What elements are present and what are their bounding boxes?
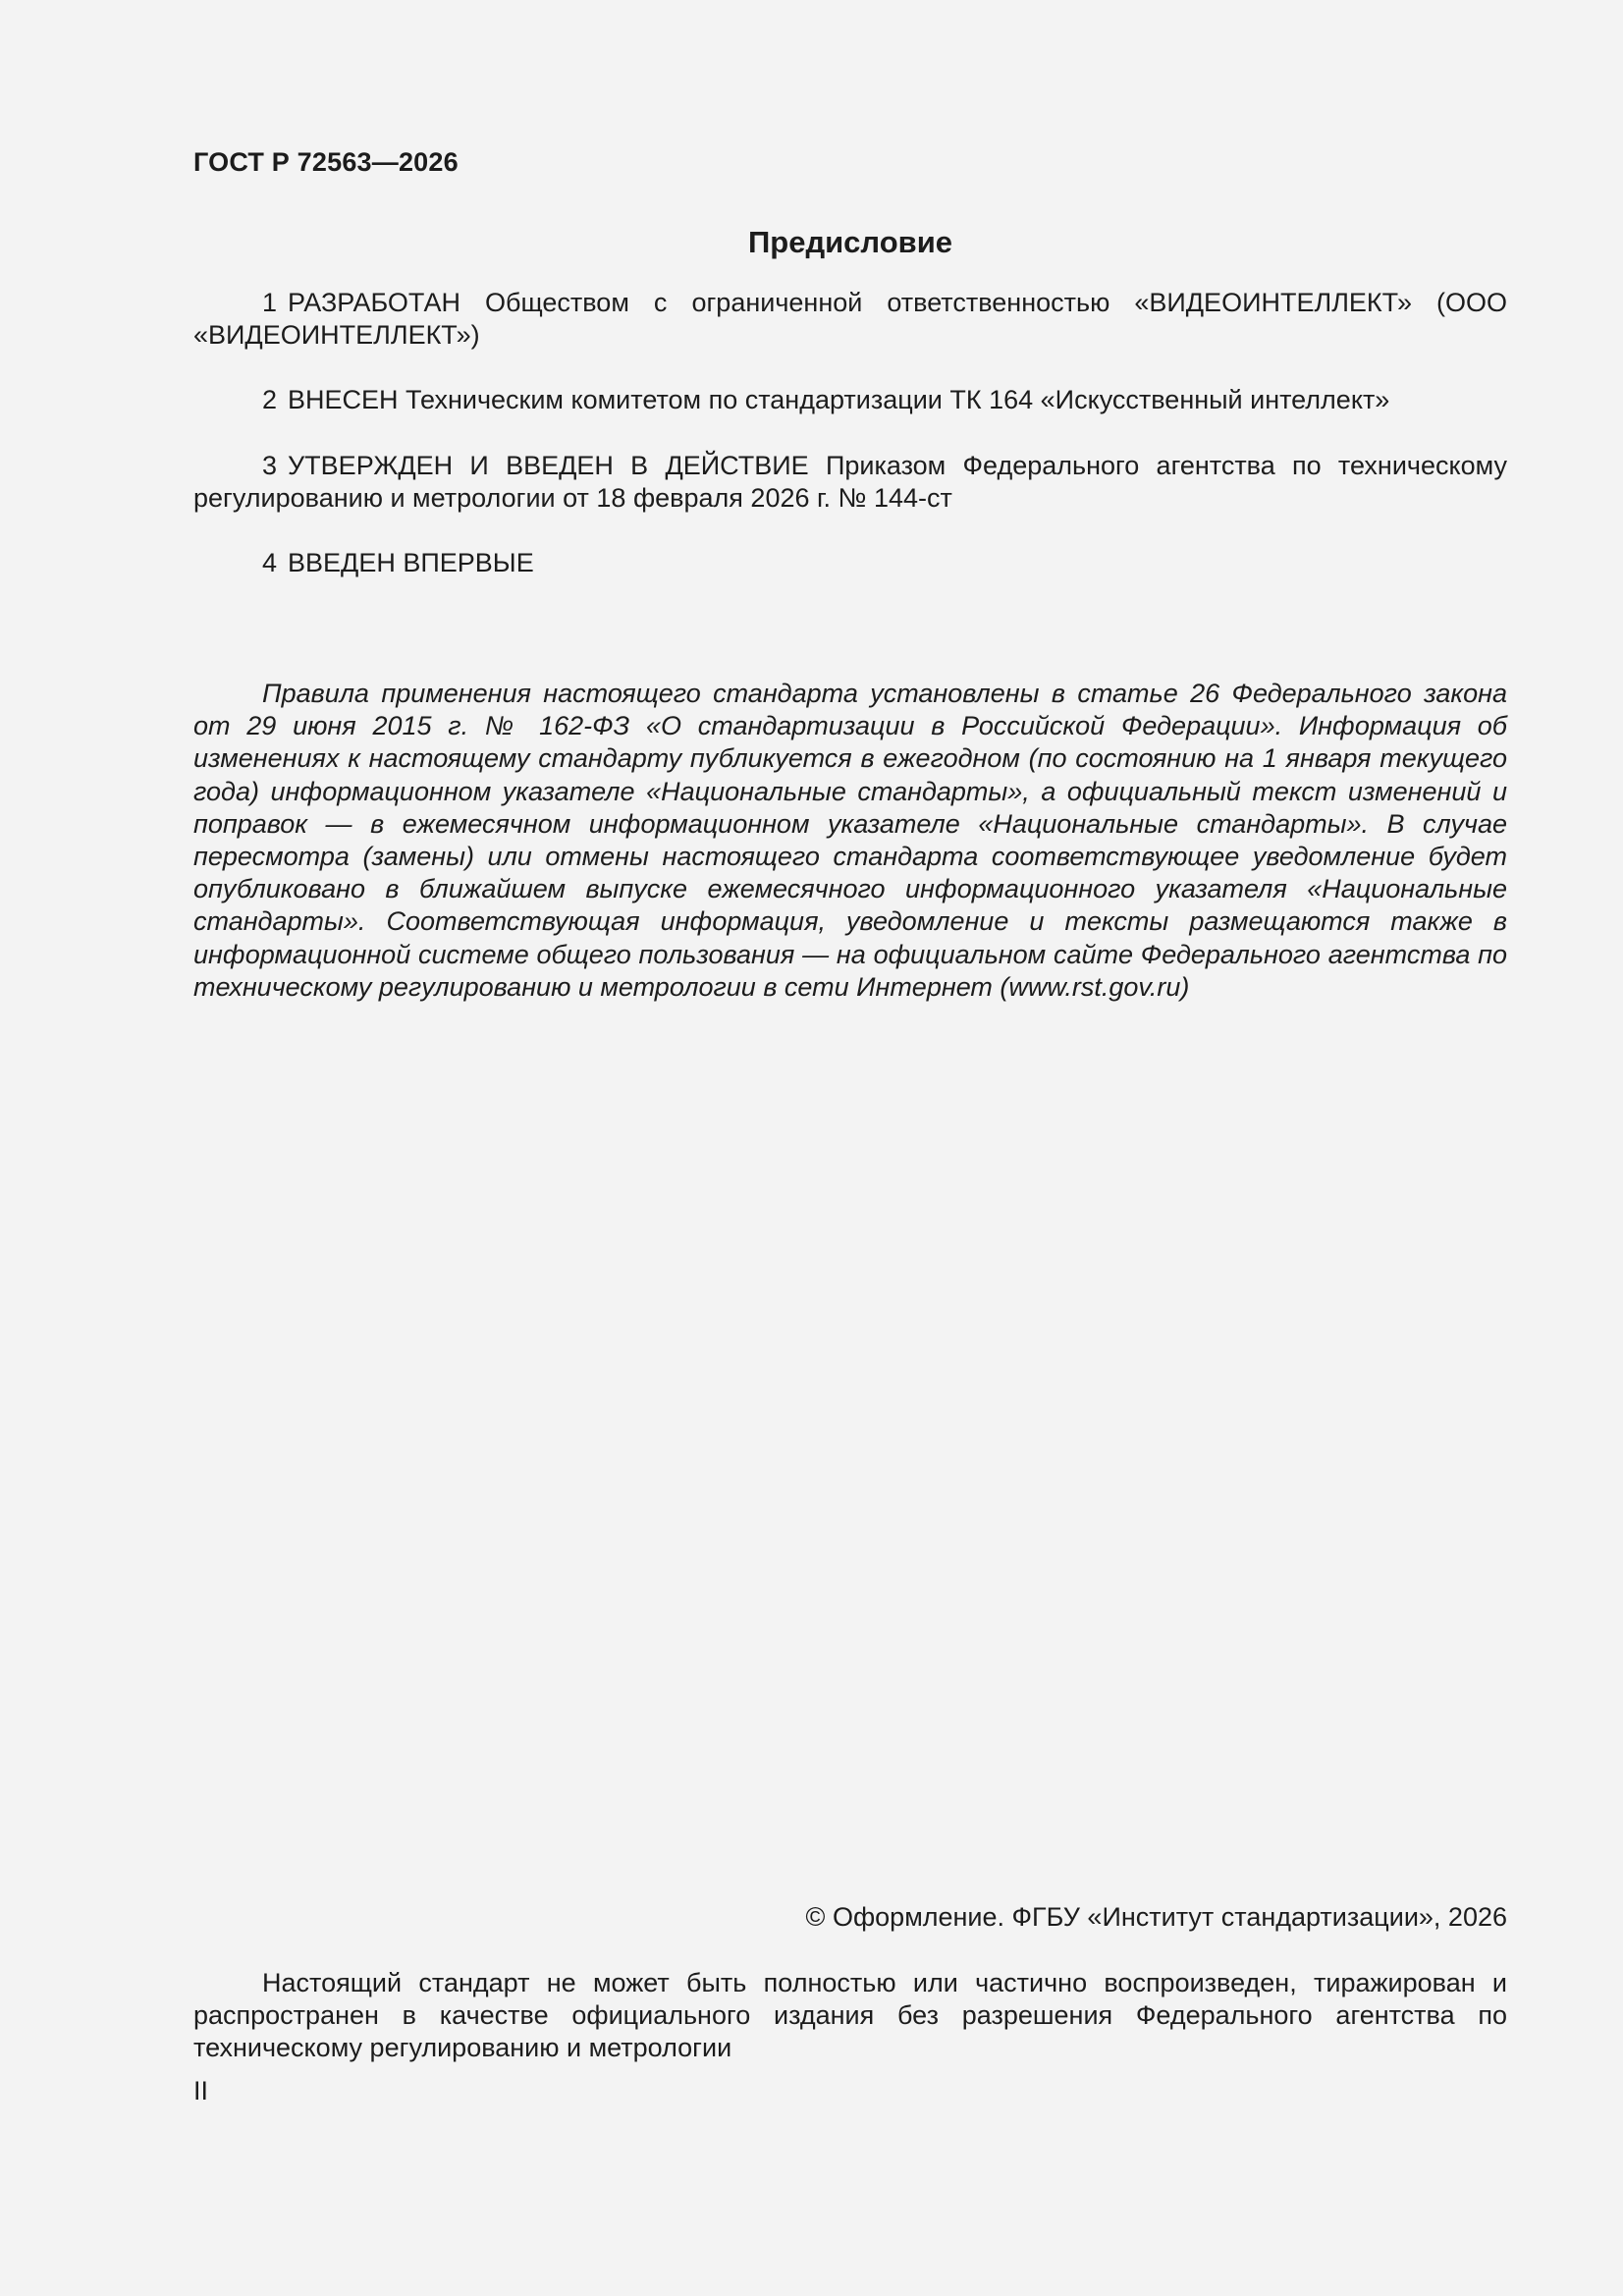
copyright-notice: © Оформление. ФГБУ «Институт стандартизации», 2026 [805, 1902, 1507, 1932]
item-number: 3 [262, 451, 278, 480]
foreword-item-developed [193, 287, 1507, 352]
item-number: 4 [262, 548, 278, 577]
item-text: РАЗРАБОТАН Обществом с ограниченной ответственностью «ВИДЕОИНТЕЛЛЕКТ» (ООО «ВИДЕОИНТЕЛЛЕКТ») [193, 288, 1507, 350]
document-code: ГОСТ Р 72563—2026 [193, 147, 459, 177]
application-rules-notice: Правила применения настоящего стандарта установлены в статье 26 Федерального закона от 29 июня 2015 г. № 162-ФЗ «О стандартизации в Российской Федерации». Информация об изменениях к настоящему стандарту публикуется в ежегодном (по состоянию на 1 января текущего года) информационном указателе «Национальные стандарты», а официальный текст изменений и поправок — в ежемесячном информационном указателе «Национальные стандарты». В случае пересмотра (замены) или отмены настоящего стандарта соответствующее уведомление будет опубликовано в ближайшем выпуске ежемесячного информационного указателя «Национальные стандарты». Соответствующая информация, уведомление и тексты размещаются также в информационной системе общего пользования — на официальном сайте Федерального агентства по техническому регулированию и метрологии в сети Интернет (www.rst.gov.ru) [193, 679, 1507, 1002]
foreword-item-first-edition [193, 547, 1507, 579]
item-text: ВВЕДЕН ВПЕРВЫЕ [288, 548, 534, 577]
item-number: 2 [262, 385, 278, 414]
item-text: ВНЕСЕН Техническим комитетом по стандартизации ТК 164 «Искусственный интеллект» [288, 385, 1390, 414]
item-number: 1 [262, 288, 278, 317]
reproduction-disclaimer: Настоящий стандарт не может быть полностью или частично воспроизведен, тиражирован и распространен в качестве официального издания без разрешения Федерального агентства по техническому регулированию и метрологии [193, 1968, 1507, 2062]
item-text: УТВЕРЖДЕН И ВВЕДЕН В ДЕЙСТВИЕ Приказом Федерального агентства по техническому регулированию и метрологии от 18 февраля 2026 г. № 144-ст [193, 451, 1507, 513]
page-number: II [193, 2076, 209, 2105]
foreword-item-approved [193, 450, 1507, 515]
foreword-item-introduced [193, 384, 1507, 416]
page-title: Предисловие [747, 225, 952, 259]
